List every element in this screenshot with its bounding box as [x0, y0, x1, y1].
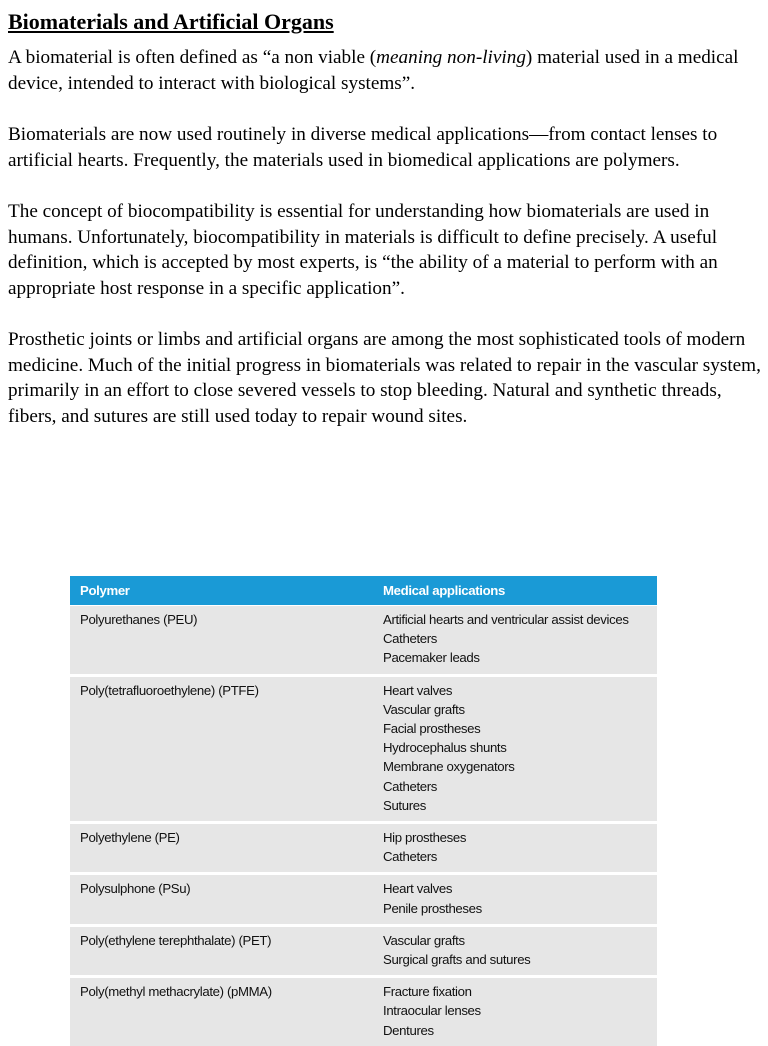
applications-cell: [373, 977, 657, 1046]
paragraph-definition: [8, 45, 762, 96]
application-item: Sutures: [383, 797, 426, 813]
applications-cell: [373, 874, 657, 925]
application-item: Hydrocephalus shunts: [383, 740, 507, 756]
application-item: Dentures: [383, 1022, 434, 1038]
table-row: [70, 675, 657, 822]
table-row: [70, 977, 657, 1046]
application-item: Pacemaker leads: [383, 650, 480, 666]
application-item: Artificial hearts and ventricular assist devices: [383, 612, 629, 627]
applications-cell: [373, 606, 657, 676]
paragraph-definition-start: A biomaterial is often defined as “a non viable (: [8, 47, 377, 68]
table-row: [70, 925, 657, 976]
application-item: Fracture fixation: [383, 984, 472, 1000]
application-item: Catheters: [383, 849, 438, 865]
application-item: Heart valves: [383, 881, 453, 897]
application-item: Hip prostheses: [383, 830, 467, 846]
applications-cell: [373, 823, 657, 874]
application-item: Penile prostheses: [383, 900, 482, 916]
paragraph-definition-italic: meaning non-living: [376, 47, 526, 68]
polymer-cell: Poly(ethylene terephthalate) (PET): [70, 925, 373, 976]
column-header-polymer: Polymer: [70, 576, 373, 606]
paragraph-definition-end: ) material used in a medical device, intended to interact with biological systems”.: [8, 47, 739, 94]
application-item: Intraocular lenses: [383, 1003, 481, 1019]
polymer-cell: Polysulphone (PSu): [70, 874, 373, 925]
document-body: [8, 6, 762, 455]
paragraph-applications: Biomaterials are now used routinely in diverse medical applications—from contact lenses to artificial hearts. Frequently, the materials used in biomedical applications are polymers.: [8, 124, 718, 171]
page-title: Biomaterials and Artificial Organs: [8, 9, 334, 34]
application-item: Vascular grafts: [383, 932, 465, 948]
paragraph-prosthetics: Prosthetic joints or limbs and artificial organs are among the most sophisticated tools of modern medicine. Much of the initial progress in biomaterials was related to repair in the vascular system, primarily in an effort to close severed vessels to stop bleeding. Natural and synthetic threads, fibers, and sutures are still used today to repair wound sites.: [8, 329, 761, 427]
application-item: Catheters: [383, 631, 438, 647]
application-item: Membrane oxygenators: [383, 759, 515, 775]
application-item: Catheters: [383, 778, 438, 794]
table-row: [70, 874, 657, 925]
application-item: Facial prostheses: [383, 721, 481, 737]
polymer-cell: Poly(methyl methacrylate) (pMMA): [70, 977, 373, 1046]
column-header-applications: Medical applications: [373, 576, 657, 606]
applications-cell: [373, 675, 657, 822]
polymer-cell: Polyethylene (PE): [70, 823, 373, 874]
table-body: [70, 606, 657, 1046]
application-item: Surgical grafts and sutures: [383, 952, 531, 968]
applications-cell: [373, 925, 657, 976]
polymer-table: [70, 576, 657, 1046]
polymer-cell: Poly(tetrafluoroethylene) (PTFE): [70, 675, 373, 822]
table-header-row: [70, 576, 657, 606]
paragraph-biocompatibility: The concept of biocompatibility is essential for understanding how biomaterials are used in humans. Unfortunately, biocompatibility in materials is difficult to define precisely. A useful definition, which is accepted by most experts, is “the ability of a material to perform with an appropriate host response in a specific application”.: [8, 201, 718, 299]
polymer-cell: Polyurethanes (PEU): [70, 606, 373, 676]
application-item: Heart valves: [383, 682, 453, 698]
table-row: [70, 823, 657, 874]
table-row: [70, 606, 657, 676]
application-item: Vascular grafts: [383, 701, 465, 717]
